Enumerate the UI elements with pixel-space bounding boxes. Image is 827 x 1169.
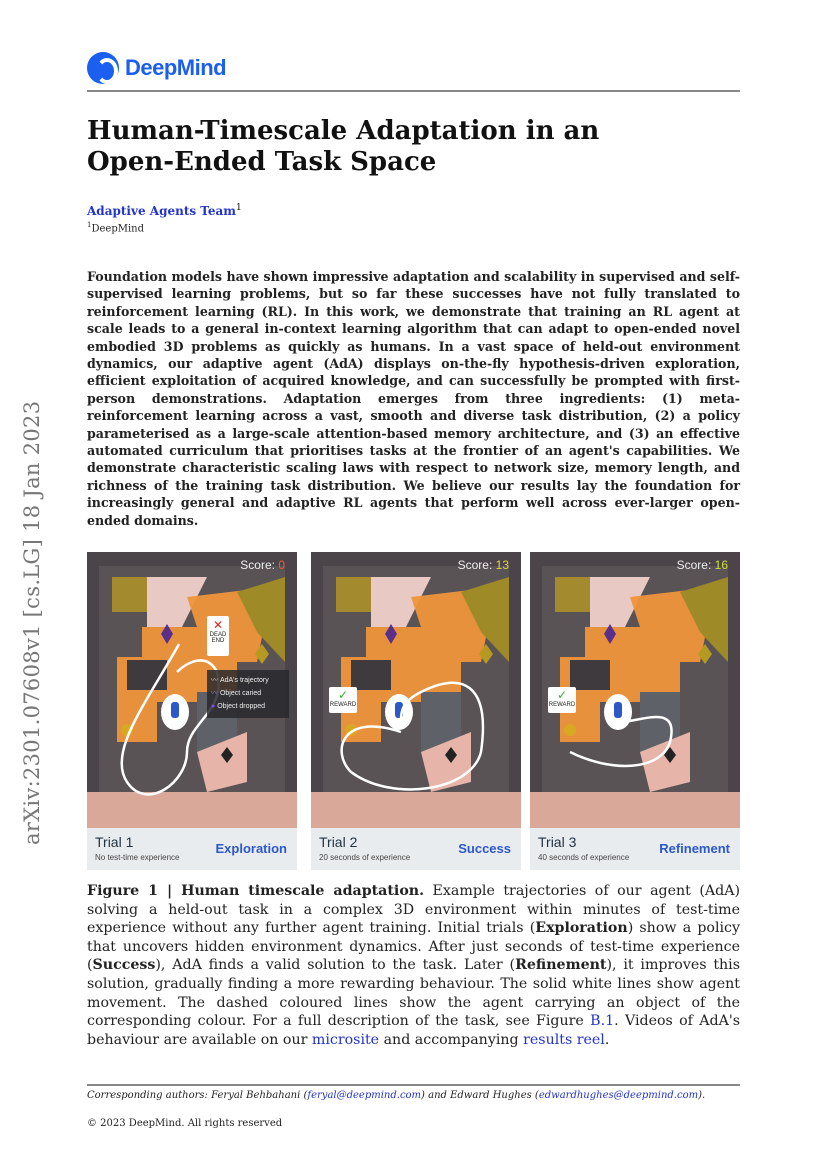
check-icon: ✓ (556, 688, 568, 702)
trial-title: Trial 3 (538, 834, 577, 850)
legend-item (211, 674, 285, 687)
caption-text: ), AdA finds a valid solution to the task. Later ( (155, 957, 516, 974)
legend-item (211, 700, 285, 713)
caption-bold: Refinement (515, 957, 607, 974)
figure-panel-trial-2 (311, 552, 521, 870)
deepmind-logo-icon (87, 52, 119, 84)
dot-icon: ● (211, 703, 216, 710)
score-display (240, 558, 285, 572)
figure-legend (207, 670, 289, 718)
environment-map (311, 552, 521, 828)
trial-subtitle: 20 seconds of experience (319, 853, 411, 862)
author[interactable] (87, 203, 242, 218)
arxiv-stamp: arXiv:2301.07608v1 [cs.LG] 18 Jan 2023 (20, 400, 44, 845)
corr-text: Corresponding authors: Feryal Behbahani ( (87, 1090, 308, 1101)
results-reel-link[interactable]: results reel (523, 1031, 605, 1048)
panel-caption (87, 828, 297, 870)
legend-label: Object caried (219, 690, 262, 697)
score-value: 0 (278, 558, 285, 572)
legend-item (211, 687, 285, 700)
affil-sup: 1 (87, 221, 92, 229)
deepmind-logo (87, 52, 226, 84)
reward-sign (329, 687, 357, 713)
score-display (677, 558, 728, 572)
solid-line-icon: 〰 (211, 677, 218, 684)
reward-sign (548, 687, 576, 713)
trial-title: Trial 1 (95, 834, 134, 850)
cross-icon: ✕ (212, 618, 224, 632)
caption-bold: Human timescale adaptation. (181, 883, 425, 899)
author-sup: 1 (235, 203, 242, 213)
affil-name: DeepMind (91, 223, 145, 235)
corresponding-authors (87, 1090, 705, 1101)
figure-panel-trial-1 (87, 552, 297, 870)
caption-text: and accompanying (379, 1031, 524, 1048)
caption-text: . Videos of AdA's behaviour are available on our (87, 1013, 741, 1048)
abstract: Foundation models have shown impressive adaptation and scalability in supervised and self-supervised learning problems, but so far these successes have not fully translated to reinforcement learning (RL). In this work, we demonstrate that training an RL agent at scale leads to a general in-context learning algorithm that can adapt to open-ended novel embodied 3D problems as quickly as humans. In a vast space of held-out environment dynamics, our adaptive agent (AdA) displays on-the-fly hypothesis-driven exploration, efficient exploitation of acquired knowledge, and can successfully be prompted with first-person demonstrations. Adaptation emerges from three ingredients: (1) meta-reinforcement learning across a vast, smooth and diverse task distribution, (2) a policy parameterised as a large-scale attention-based memory architecture, and (3) an effective automated curriculum that prioritises tasks at the frontier of an agent's capabilities. We demonstrate characteristic scaling laws with respect to network size, memory length, and richness of the training task distribution. We believe our results lay the foundation for increasingly general and adaptive RL agents that perform well across ever-larger open-ended domains. (87, 269, 740, 528)
caption-label: Figure 1 | (87, 883, 182, 899)
trial-subtitle: 40 seconds of experience (538, 853, 630, 862)
environment-map (87, 552, 297, 828)
trial-result: Success (458, 841, 511, 856)
score-value: 13 (495, 558, 509, 572)
trial-result: Refinement (659, 841, 730, 856)
sign-text: REWARD (329, 702, 357, 708)
figure-caption (87, 882, 740, 1049)
score-label: Score: (240, 558, 275, 572)
figure-b1-link[interactable]: B.1 (590, 1013, 615, 1030)
figure-panel-trial-3 (530, 552, 740, 870)
caption-text: Example trajectories of our agent (AdA) solving a held-out task in a complex 3D environment within minutes of test-time experience without any further agent training. Initial trials ( (87, 883, 740, 937)
check-icon: ✓ (337, 688, 349, 702)
panel-caption (530, 828, 740, 870)
copyright: © 2023 DeepMind. All rights reserved (87, 1118, 283, 1129)
caption-text: ) show a policy that uncovers hidden environment dynamics. After just seconds of test-time experience ( (87, 920, 740, 974)
caption-text: . (604, 1031, 610, 1048)
dead-end-sign (207, 616, 229, 656)
panel-caption (311, 828, 521, 870)
score-value: 16 (714, 558, 728, 572)
legend-label: Object dropped (217, 703, 266, 710)
microsite-link[interactable]: microsite (311, 1031, 380, 1048)
corr-text: ) and Edward Hughes ( (421, 1090, 539, 1101)
trial-title: Trial 2 (319, 834, 358, 850)
score-label: Score: (457, 558, 493, 572)
caption-bold: Success (92, 957, 156, 974)
score-display (458, 558, 509, 572)
score-label: Score: (676, 558, 712, 572)
affiliation (87, 221, 144, 234)
environment-map (530, 552, 740, 828)
email-link-edward[interactable]: edwardhughes@deepmind.com (538, 1090, 699, 1101)
corr-text: ). (698, 1090, 706, 1101)
header-divider (87, 90, 740, 92)
caption-text: ), it improves this solution, gradually finding a more rewarding behaviour. The solid white lines show agent movement. The dashed coloured lines show the agent carrying an object of the corresponding colour. For a full description of the task, see Figure (87, 957, 740, 1030)
legend-label: AdA's trajectory (219, 677, 269, 684)
logo-text: DeepMind (125, 55, 227, 80)
footer-divider (87, 1084, 740, 1086)
paper-title: Human-Timescale Adaptation in an Open-Ended Task Space (87, 116, 600, 177)
sign-text: DEAD END (209, 632, 227, 644)
sign-text: REWARD (548, 702, 576, 708)
email-link-feryal[interactable]: feryal@deepmind.com (307, 1090, 422, 1101)
trial-result: Exploration (215, 841, 287, 856)
author-name[interactable]: Adaptive Agents Team (87, 204, 236, 218)
dashed-line-icon: 〰 (211, 690, 218, 697)
caption-bold: Exploration (535, 920, 628, 937)
trial-subtitle: No test-time experience (95, 853, 180, 862)
